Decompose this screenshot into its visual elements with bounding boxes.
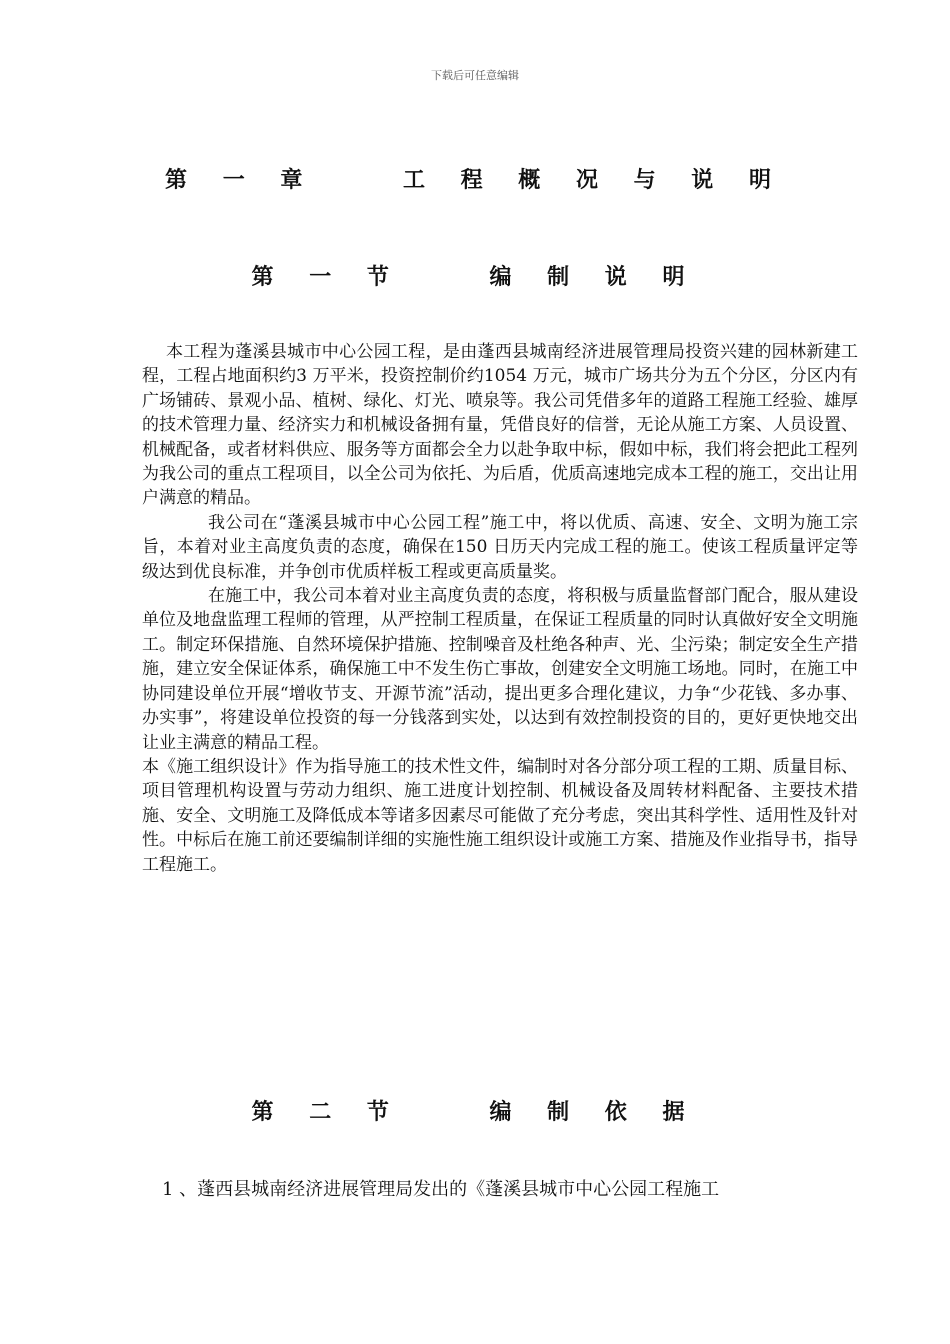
body-paragraph: 本工程为蓬溪县城市中心公园工程，是由蓬西县城南经济进展管理局投资兴建的园林新建工程，工程占地面积约3 万平米，投资控制价约1054 万元，城市广场共分为五个分区，分区内有广场铺砖、景观小品、植树、绿化、灯光、喷泉等。我公司凭借多年的道路工程施工经验、雄厚的技术管理力量、经济实力和机械设备拥有量，凭借良好的信誉，无论从施工方案、人员设置、机械配备，或者材料供应、服务等方面都会全力以赴争取中标，假如中标，我们将会把此工程列为我公司的重点工程项目，以全公司为依托、为后盾，优质高速地完成本工程的施工，交出让用户满意的精品。 — [142, 342, 858, 509]
section-title-compilation-basis: 第 二 节 编 制 依 据 — [251, 1099, 699, 1125]
basis-list-item: 1 、蓬西县城南经济进展管理局发出的《蓬溪县城市中心公园工程施工 — [162, 1179, 720, 1200]
section-title-compilation-notes: 第 一 节 编 制 说 明 — [251, 264, 699, 290]
body-paragraph: 我公司在“蓬溪县城市中心公园工程”施工中，将以优质、高速、安全、文明为施工宗旨，本着对业主高度负责的态度，确保在150 日历天内完成工程的施工。使该工程质量评定等级达到优良标准，并争创市优质样板工程或更高质量奖。 — [142, 512, 858, 582]
section-body — [142, 340, 858, 877]
body-paragraph: 本《施工组织设计》作为指导施工的技术性文件，编制时对各分部分项工程的工期、质量目标、项目管理机构设置与劳动力组织、施工进度计划控制、机械设备及周转材料配备、主要技术措施、安全、文明施工及降低成本等诸多因素尽可能做了充分考虑，突出其科学性、适用性及针对性。中标后在施工前还要编制详细的实施性施工组织设计或施工方案、措施及作业指导书，指导工程施工。 — [142, 756, 858, 875]
page-header-note: 下载后可任意编辑 — [431, 69, 519, 82]
body-paragraph: 在施工中，我公司本着对业主高度负责的态度，将积极与质量监督部门配合，服从建设单位及地盘监理工程师的管理，从严控制工程质量，在保证工程质量的同时认真做好安全文明施工。制定环保措施、自然环境保护措施、控制噪音及杜绝各种声、光、尘污染；制定安全生产措施，建立安全保证体系，确保施工中不发生伤亡事故，创建安全文明施工场地。同时，在施工中协同建设单位开展“增收节支、开源节流”活动，提出更多合理化建议，力争“少花钱、多办事、办实事”，将建设单位投资的每一分钱落到实处，以达到有效控制投资的目的，更好更快地交出让业主满意的精品工程。 — [142, 586, 858, 753]
chapter-title: 第 一 章 工 程 概 况 与 说 明 — [165, 167, 785, 193]
